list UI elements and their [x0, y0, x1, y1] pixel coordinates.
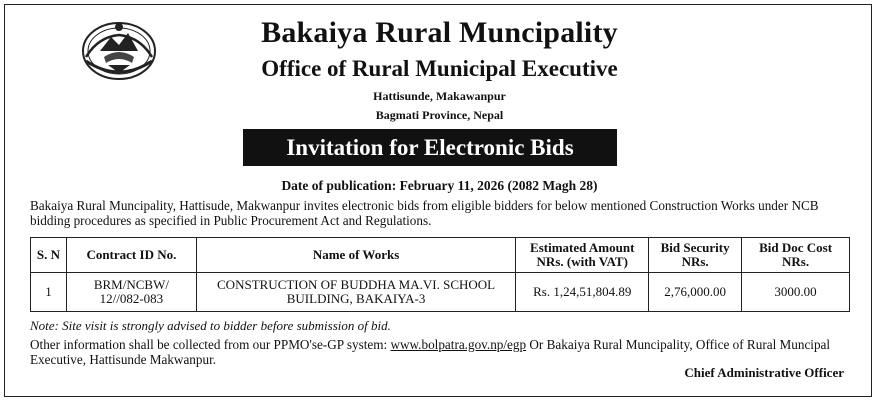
header-name-of-works: Name of Works — [196, 238, 515, 273]
cell-name-of-works: CONSTRUCTION OF BUDDHA MA.VI. SCHOOL BUILDING, BAKAIYA-3 — [196, 273, 515, 312]
signatory-title: Chief Administrative Officer — [684, 365, 844, 380]
address-line-2: Bagmati Province, Nepal — [375, 108, 504, 122]
cell-contract-id: BRM/NCBW/ 12//082-083 — [66, 273, 196, 312]
other-information — [30, 337, 860, 367]
cell-bid-doc-cost: 3000.00 — [742, 273, 850, 312]
egp-link[interactable]: www.bolpatra.gov.np/egp — [390, 337, 527, 352]
office-name: Office of Rural Municipal Executive — [261, 56, 618, 81]
address-line-1: Hattisunde, Makawanpur — [373, 89, 506, 103]
org-name: Bakaiya Rural Muncipality — [261, 16, 618, 49]
bids-table — [30, 237, 850, 312]
site-visit-note: Note: Site visit is strongly advised to bidder before submission of bid. — [30, 318, 391, 333]
header-contract-id: Contract ID No. — [66, 238, 196, 273]
other-info-prefix: Other information shall be collected from our PPMO'se-GP system: — [30, 337, 391, 352]
publication-date: Date of publication: February 11, 2026 (2082 Magh 28) — [281, 178, 598, 193]
table-row — [31, 273, 850, 312]
cell-bid-security: 2,76,000.00 — [649, 273, 742, 312]
intro-paragraph: Bakaiya Rural Muncipality, Hattisude, Makwanpur invites electronic bids from eligible bidders for below mentioned Construction Works under NCB bidding procedures as specified in Public Procurement Act and Regulations. — [30, 198, 819, 228]
notice-title-banner: Invitation for Electronic Bids — [243, 129, 617, 166]
header-bid-doc-cost: Bid Doc Cost NRs. — [742, 238, 850, 273]
other-info-suffix: Or Bakaiya Rural Muncipality, Office of Rural Muncipal Executive, Hattisunde Makwanpur. — [30, 337, 831, 367]
cell-estimated-amount: Rs. 1,24,51,804.89 — [516, 273, 649, 312]
table-header-row — [31, 238, 850, 273]
cell-sn: 1 — [31, 273, 67, 312]
header-estimated-amount: Estimated Amount NRs. (with VAT) — [516, 238, 649, 273]
header-sn: S. N — [31, 238, 67, 273]
header-bid-security: Bid Security NRs. — [649, 238, 742, 273]
